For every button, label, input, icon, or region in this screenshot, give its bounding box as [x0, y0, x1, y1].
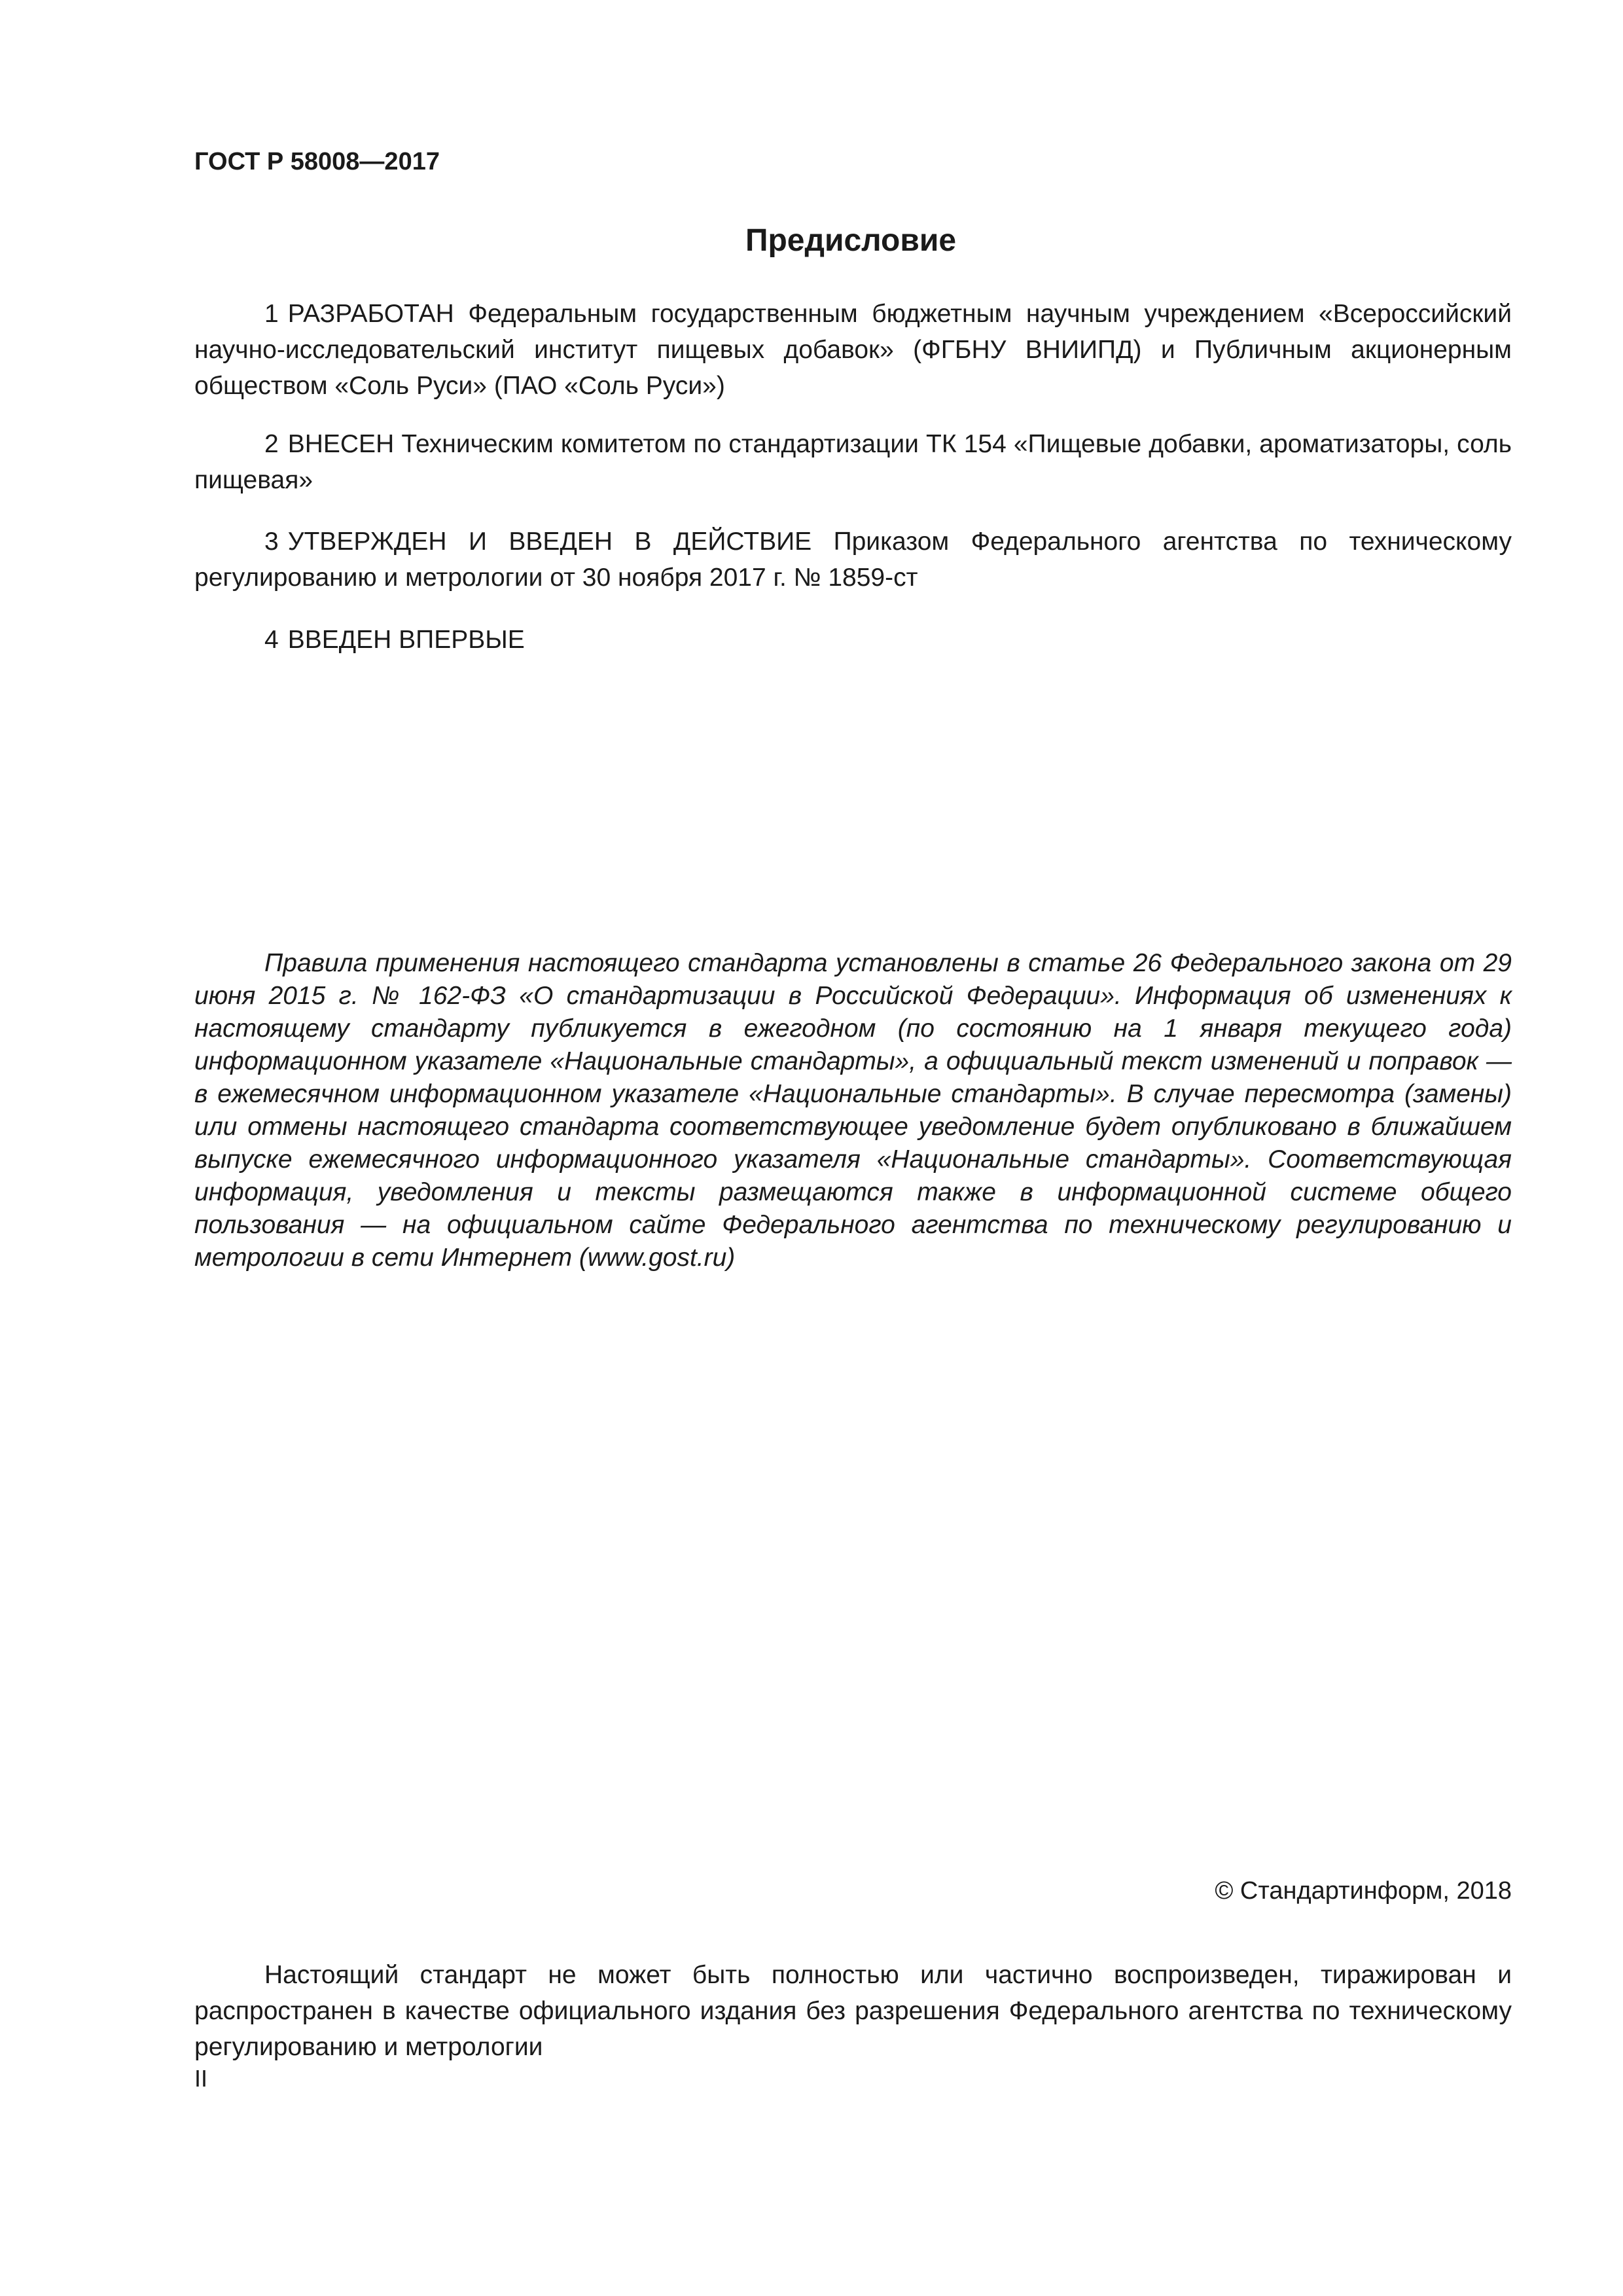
item-number: 4 [264, 626, 279, 654]
reproduction-notice: Настоящий стандарт не может быть полностью или частично воспроизведен, тиражирован и распространен в качестве официального издания без разрешения Федерального агентства по техническому регулированию и метрологии [194, 1961, 1512, 2061]
foreword-item-1 [194, 296, 1512, 404]
item-number: 2 [264, 430, 279, 458]
item-text: ВНЕСЕН Техническим комитетом по стандартизации ТК 154 «Пищевые добавки, ароматизаторы, соль пищевая» [194, 430, 1512, 494]
page-number: II [194, 2065, 208, 2092]
item-text: РАЗРАБОТАН Федеральным государственным бюджетным научным учреждением «Всероссийский научно-исследовательский институт пищевых добавок» (ФГБНУ ВНИИПД) и Публичным акционерным обществом «Соль Руси» (ПАО «Соль Руси») [194, 300, 1512, 400]
item-text: ВВЕДЕН ВПЕРВЫЕ [287, 626, 525, 654]
item-number: 3 [264, 528, 279, 556]
application-rules-note: Правила применения настоящего стандарта установлены в статье 26 Федерального закона от 29 июня 2015 г. № 162-ФЗ «О стандартизации в Российской Федерации». Информация об изменениях к настоящему стандарту публикуется в ежегодном (по состоянию на 1 января текущего года) информационном указателе «Национальные стандарты», а официальный текст изменений и поправок — в ежемесячном информационном указателе «Национальные стандарты». В случае пересмотра (замены) или отмены настоящего стандарта соответствующее уведомление будет опубликовано в ближайшем выпуске ежемесячного информационного указателя «Национальные стандарты». Соответствующая информация, уведомления и тексты размещаются также в информационной системе общего пользования — на официальном сайте Федерального агентства по техническому регулированию и метрологии в сети Интернет (www.gost.ru) [194, 949, 1512, 1272]
item-number: 1 [264, 300, 279, 328]
document-code: ГОСТ Р 58008—2017 [194, 148, 440, 175]
item-text: УТВЕРЖДЕН И ВВЕДЕН В ДЕЙСТВИЕ Приказом Федерального агентства по техническому регулированию и метрологии от 30 ноября 2017 г. № 1859-ст [194, 528, 1512, 592]
foreword-item-2 [194, 426, 1512, 498]
copyright: © Стандартинформ, 2018 [1215, 1877, 1512, 1905]
foreword-item-4 [194, 622, 1512, 658]
foreword-item-3 [194, 524, 1512, 596]
page-title: Предисловие [745, 223, 957, 258]
